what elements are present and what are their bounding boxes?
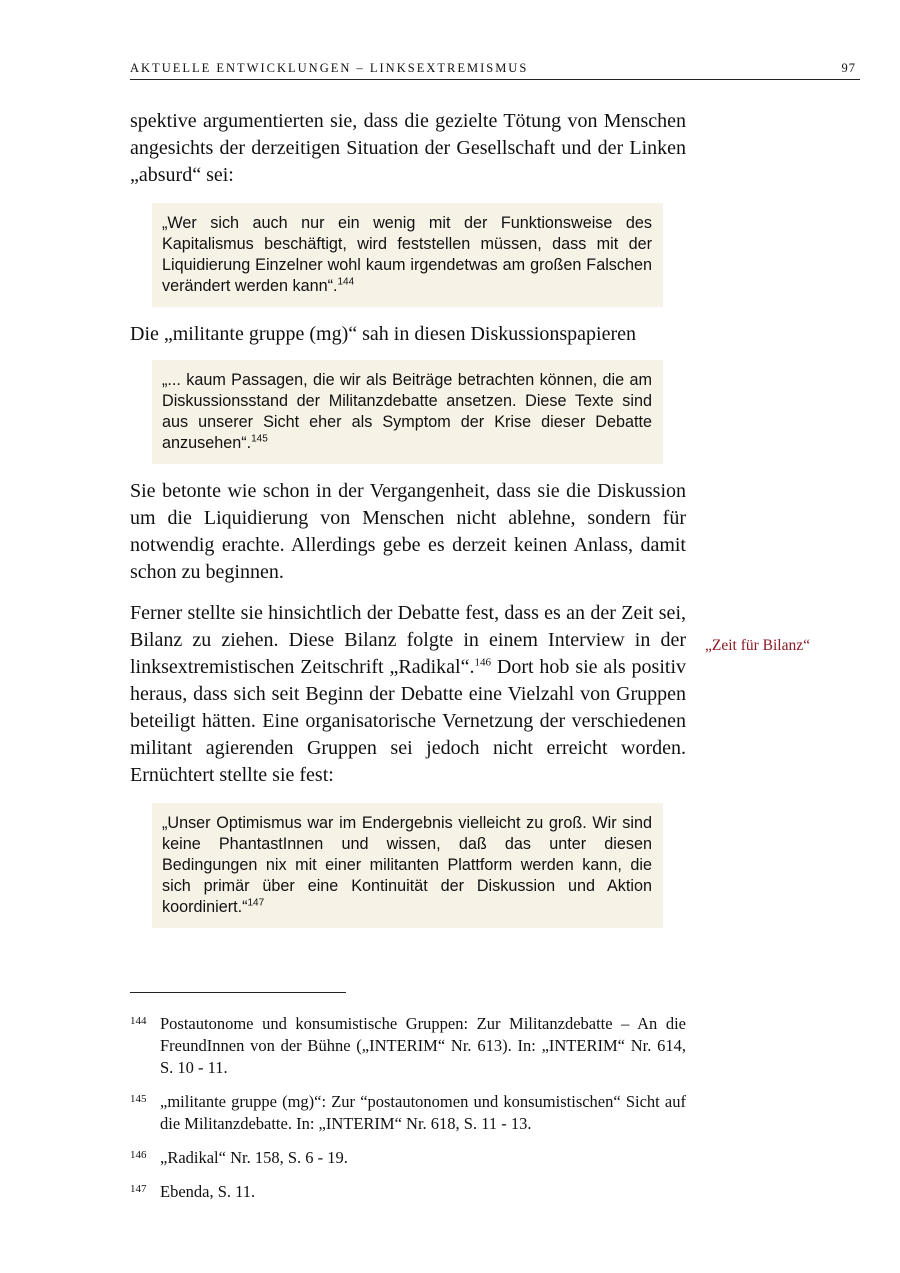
- footnote-ref-147[interactable]: 147: [247, 897, 265, 909]
- margin-note: „Zeit für Bilanz“: [705, 637, 811, 654]
- block-quote-1: [152, 203, 663, 307]
- block-quote-3: [152, 803, 663, 928]
- footnote-item: [130, 1013, 686, 1079]
- header-title: AKTUELLE ENTWICKLUNGEN – LINKSEXTREMISMUS: [130, 61, 529, 75]
- block-quote-2: [152, 360, 663, 464]
- quote-text: „... kaum Passagen, die wir als Beiträge betrachten können, die am Diskussionsstand der Militanzdebatte ansetzen. Diese Texte sind aus unserer Sicht eher als Symptom der Krise dieser Debatte anzusehen“.: [162, 371, 652, 452]
- footnotes: [130, 1013, 686, 1215]
- running-header: [130, 61, 860, 80]
- footnote-number: 144: [130, 1015, 147, 1027]
- footnote-number: 145: [130, 1093, 147, 1105]
- main-text-column: [130, 108, 686, 942]
- page-number: 97: [841, 61, 856, 75]
- paragraph-4-continued: Dort hob sie als positiv heraus, dass sich seit Beginn der Debatte eine Vielzahl von Gruppen beteiligt hätten. Eine organisatorische Vernetzung der verschiedenen militant agierenden Gruppen sei jedoch nicht erreicht worden. Ernüchtert stellte sie fest:: [130, 656, 687, 786]
- footnote-item: [130, 1147, 686, 1169]
- footnote-text: „Radikal“ Nr. 158, S. 6 - 19.: [160, 1148, 348, 1167]
- footnote-item: [130, 1091, 686, 1135]
- footnote-text: Ebenda, S. 11.: [160, 1182, 256, 1201]
- footnote-ref-144[interactable]: 144: [337, 276, 355, 288]
- footnote-number: 146: [130, 1149, 147, 1161]
- paragraph-1: spektive argumentierten sie, dass die gezielte Tötung von Menschen angesichts der derzeitigen Situation der Gesellschaft und der Linken „absurd“ sei:: [130, 110, 686, 186]
- paragraph-3: Sie betonte wie schon in der Vergangenheit, dass sie die Diskussion um die Liquidierung von Menschen nicht ablehne, sondern für notwendig erachte. Allerdings gebe es derzeit keinen Anlass, damit schon zu beginnen.: [130, 480, 686, 583]
- footnote-number: 147: [130, 1183, 147, 1195]
- footnote-ref-145[interactable]: 145: [251, 433, 268, 445]
- footnote-ref-146[interactable]: 146: [474, 656, 491, 669]
- paragraph-4-text: Ferner stellte sie hinsichtlich der Debatte fest, dass es an der Zeit sei, Bilanz zu ziehen. Diese Bilanz folgte in einem Interview in der linksextremistischen Zeitschrift „Radikal“.: [130, 602, 686, 678]
- quote-text: „Unser Optimismus war im Endergebnis vielleicht zu groß. Wir sind keine PhantastInnen und wissen, daß das unter diesen Bedingungen nix mit einer militanten Plattform werden kann, die sich primär über eine Kontinuität der Diskussion und Aktion koordiniert.“: [162, 814, 652, 916]
- paragraph-4: [130, 600, 686, 789]
- paragraph-2: Die „militante gruppe (mg)“ sah in diesen Diskussionspapieren: [130, 323, 636, 345]
- footnote-text: Postautonome und konsumistische Gruppen: Zur Militanzdebatte – An die FreundInnen von der Bühne („INTERIM“ Nr. 613). In: „INTERIM“ Nr. 614, S. 10 - 11.: [160, 1014, 686, 1077]
- footnote-text: „militante gruppe (mg)“: Zur “postautonomen und konsumistischen“ Sicht auf die Militanzdebatte. In: „INTERIM“ Nr. 618, S. 11 - 13.: [160, 1092, 686, 1133]
- quote-text: „Wer sich auch nur ein wenig mit der Funktionsweise des Kapitalismus beschäftigt, wird feststellen müssen, dass mit der Liquidierung Einzelner wohl kaum irgendetwas am großen Falschen verändert werden kann“.: [162, 214, 652, 295]
- footnote-item: [130, 1181, 686, 1203]
- footnote-divider: [130, 992, 346, 993]
